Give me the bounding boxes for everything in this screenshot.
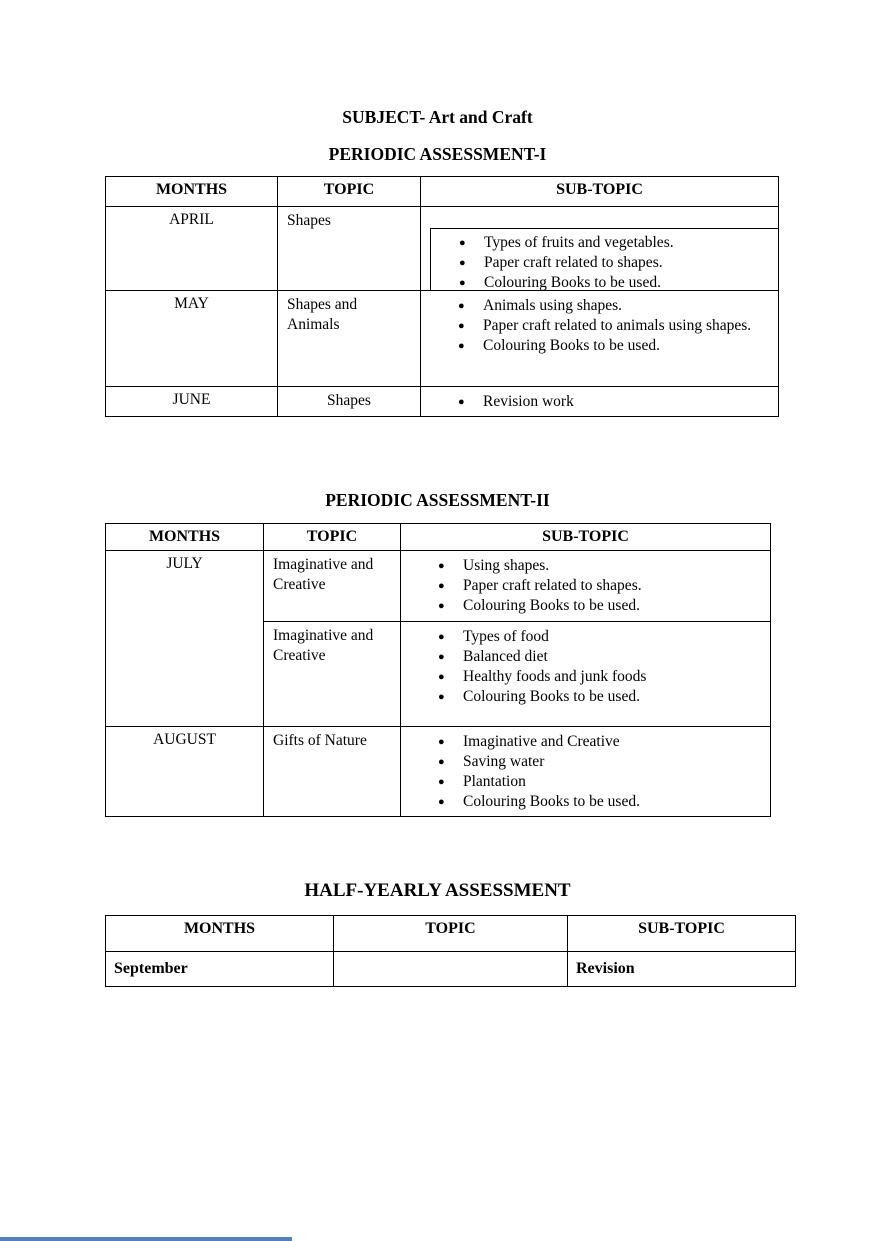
bullet-text: ● Animals using shapes.	[483, 297, 623, 314]
month-cell-august: AUGUST	[106, 727, 264, 817]
bullet-text: ● Imaginative and Creative	[463, 733, 620, 750]
subject-title: SUBJECT- Art and Craft	[342, 107, 533, 127]
bullet-item	[401, 752, 764, 772]
table1-header-subtopic: SUB-TOPIC	[421, 177, 779, 207]
bullet-item	[401, 732, 764, 752]
table1-row-april	[106, 207, 779, 291]
month-cell-june: JUNE	[106, 387, 278, 417]
table2-header-subtopic: SUB-TOPIC	[401, 524, 771, 551]
bullet-item	[401, 596, 764, 616]
bullet-list	[401, 727, 770, 816]
subtopic-cell-may	[421, 291, 779, 387]
bullet-item	[401, 772, 764, 792]
bullet-text: ● Types of fruits and vegetables.	[484, 234, 674, 251]
section2-title: PERIODIC ASSESSMENT-II	[325, 490, 550, 510]
table3-header-topic: TOPIC	[334, 916, 568, 952]
table2-row-july-1	[106, 551, 771, 622]
bullet-item	[401, 792, 764, 812]
periodic-assessment-2-table	[105, 523, 771, 817]
table1-row-june	[106, 387, 779, 417]
topic-cell-august: Gifts of Nature	[264, 727, 401, 817]
topic-cell-september	[334, 952, 568, 987]
bullet-item	[431, 253, 778, 273]
bullet-text: ● Colouring Books to be used.	[484, 274, 661, 291]
bullet-item	[421, 296, 772, 316]
subtopic-cell-july-1	[401, 551, 771, 622]
empty-subcell	[421, 207, 778, 228]
month-cell-may: MAY	[106, 291, 278, 387]
subtopic-cell-july-2	[401, 622, 771, 727]
subtopic-cell-april	[421, 207, 779, 291]
next-page-table-edge	[0, 1237, 292, 1241]
bullet-item	[401, 667, 764, 687]
bullet-list	[401, 622, 770, 711]
bullet-text: ● Using shapes.	[463, 557, 550, 574]
bullet-text: ● Saving water	[463, 753, 545, 770]
bullet-item	[431, 233, 778, 253]
bullet-text: ● Types of food	[463, 628, 549, 645]
bullet-item	[401, 627, 764, 647]
bullet-list	[421, 291, 778, 360]
table1-row-may	[106, 291, 779, 387]
bullet-item	[421, 316, 772, 336]
bullet-text: ● Plantation	[463, 773, 526, 790]
bullet-item	[431, 273, 778, 291]
bullet-text: ● Healthy foods and junk foods	[463, 668, 647, 685]
bullet-text: ● Colouring Books to be used.	[463, 793, 640, 810]
bullet-item	[401, 556, 764, 576]
table3-header-row	[106, 916, 796, 952]
subtopic-cell-june	[421, 387, 779, 417]
table2-header-months: MONTHS	[106, 524, 264, 551]
table3-header-subtopic: SUB-TOPIC	[568, 916, 796, 952]
month-cell-april: APRIL	[106, 207, 278, 291]
table2-row-august	[106, 727, 771, 817]
table1-header-months: MONTHS	[106, 177, 278, 207]
table1-header-row	[106, 177, 779, 207]
section1-title: PERIODIC ASSESSMENT-I	[328, 144, 547, 164]
table3-header-months: MONTHS	[106, 916, 334, 952]
section3-title: HALF-YEARLY ASSESSMENT	[304, 880, 571, 901]
subtopic-cell-august	[401, 727, 771, 817]
table2-header-topic: TOPIC	[264, 524, 401, 551]
half-yearly-assessment-table	[105, 915, 796, 987]
topic-cell-july-2: Imaginative and Creative	[264, 622, 401, 727]
month-cell-july: JULY	[106, 551, 264, 727]
bullet-text: ● Paper craft related to animals using shapes.	[483, 317, 752, 334]
bullet-item	[401, 647, 764, 667]
bullet-item	[401, 576, 764, 596]
topic-cell-june: Shapes	[278, 387, 421, 417]
bullet-text: ● Paper craft related to shapes.	[484, 254, 663, 271]
bullet-item	[401, 687, 764, 707]
topic-cell-may: Shapes and Animals	[278, 291, 421, 387]
topic-cell-april: Shapes	[278, 207, 421, 291]
bullet-item	[421, 392, 772, 412]
bullet-list	[401, 551, 770, 620]
topic-cell-july-1: Imaginative and Creative	[264, 551, 401, 622]
bullet-text: ● Paper craft related to shapes.	[463, 577, 642, 594]
nested-subtopic-cell	[430, 228, 778, 291]
month-cell-september: September	[106, 952, 334, 987]
bullet-item	[421, 336, 772, 356]
table2-header-row	[106, 524, 771, 551]
bullet-text: ● Colouring Books to be used.	[483, 337, 660, 354]
bullet-list	[421, 387, 778, 416]
bullet-text: ● Colouring Books to be used.	[463, 688, 640, 705]
bullet-text: ● Balanced diet	[463, 648, 548, 665]
subtopic-cell-september: Revision	[568, 952, 796, 987]
table1-header-topic: TOPIC	[278, 177, 421, 207]
bullet-text: ● Colouring Books to be used.	[463, 597, 640, 614]
bullet-text: ● Revision work	[483, 393, 574, 410]
table3-row-september	[106, 952, 796, 987]
periodic-assessment-1-table	[105, 176, 779, 417]
subtopic-split-cell	[421, 207, 778, 289]
